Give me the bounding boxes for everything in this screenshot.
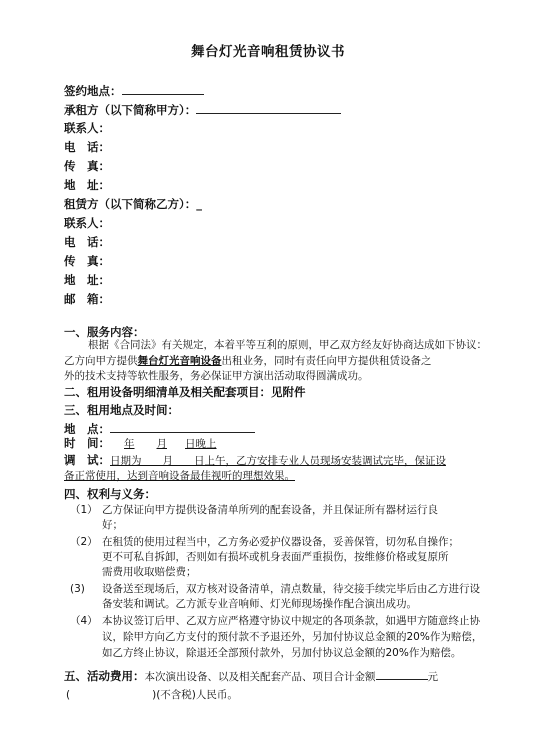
field-signing-place: 签约地点： [64,82,204,99]
s3-place: 地 点： [64,420,255,437]
lessee-blank[interactable] [196,101,341,114]
s4-item-4-num: （4） [70,615,98,627]
s4-item-3-line-1: 设备送至现场后，双方核对设备清单，清点数量，待交接手续完毕后由乙方进行设 [102,583,480,595]
s3-time: 时 间： 年 月 日晚上 [64,436,217,450]
field-lessee-fax: 传 真： [64,159,110,173]
page-title: 舞台灯光音响租赁协议书 [191,44,345,60]
section-5-line-1: 五、活动费用：本次演出设备、以及相关配套产品、项目合计金额 元 [64,669,438,683]
section-4-heading: 四、权利与义务： [64,487,156,501]
field-lessee-contact: 联系人： [64,121,110,135]
section-1-line-3: 外的技术支持等软性服务，务必保证甲方演出活动取得圆满成功。 [64,370,369,382]
s3-debug-line-2: 备正常使用，达到音响设备最佳视听的理想效果。 [64,470,295,482]
section-1-heading: 一、服务内容： [64,325,145,339]
s4-item-4-line-1: 本协议签订后甲、乙双方应严格遵守协议中规定的各项条款，如遇甲方随意终止协 [102,615,480,627]
section-1-line-2: 乙方向甲方提供舞台灯光音响设备出租业务，同时有责任向甲方提供租赁设备之 [64,355,432,367]
s4-item-3-num: (3) [70,583,85,595]
field-lessor-phone: 电 话： [64,235,110,249]
field-lessor: 租赁方（以下简称乙方）：_ [64,197,202,211]
place-blank[interactable] [110,420,255,433]
s4-item-4-line-2: 议，除甲方向乙方支付的预付款不予退还外，另加付协议总金额的20%作为赔偿， [102,631,483,643]
section-2-heading: 二、租用设备明细清单及相关配套项目：见附件 [64,385,306,399]
field-lessor-address: 地 址： [64,273,110,287]
s4-item-4-line-3: 如乙方终止协议，除退还全部预付款外，另加付协议总金额的20%作为赔偿。 [102,647,462,659]
field-lessee-phone: 电 话： [64,140,110,154]
section-1-line-1: 根据《合同法》有关规定，本着平等互利的原则，甲乙双方经友好协商达成如下协议： [88,339,487,351]
s4-item-2-num: （2） [70,536,98,548]
s4-item-3-line-2: 备安装和调试。乙方派专业音响师、灯光师现场操作配合演出成功。 [102,598,417,610]
s4-item-2-line-2: 更不可私自拆卸，否则如有损坏或机身表面严重损伤，按维修价格或复原所 [102,551,449,563]
section-5-line-2: ( )(不含税)人民币。 [66,689,238,701]
s4-item-1-line-2: 好； [102,519,123,531]
s3-debug: 调 试：日期为 月 日上午，乙方安排专业人员现场安装调试完毕，保证设 [64,453,446,467]
s4-item-1-num: （1） [70,504,98,516]
field-lessor-fax: 传 真： [64,254,110,268]
equipment-highlight: 舞台灯光音响设备 [137,355,222,367]
total-amount-blank[interactable] [376,667,428,680]
time-blank[interactable]: 年 月 日晚上 [124,438,217,450]
section-3-heading: 三、租用地点及时间： [64,403,179,417]
s4-item-2-line-3: 需费用收取赔偿费； [102,566,197,578]
field-lessor-email: 邮 箱： [64,292,110,306]
s4-item-1-line-1: 乙方保证向甲方提供设备清单所列的配套设备，并且保证所有器材运行良 [102,504,438,516]
field-lessee: 承租方（以下简称甲方）： [64,101,341,118]
field-lessor-contact: 联系人： [64,216,110,230]
signing-place-blank[interactable] [122,82,204,95]
field-lessee-address: 地 址： [64,178,110,192]
s4-item-2-line-1: 在租赁的使用过程当中，乙方务必爱护仪器设备，妥善保管，切勿私自操作； [102,536,459,548]
